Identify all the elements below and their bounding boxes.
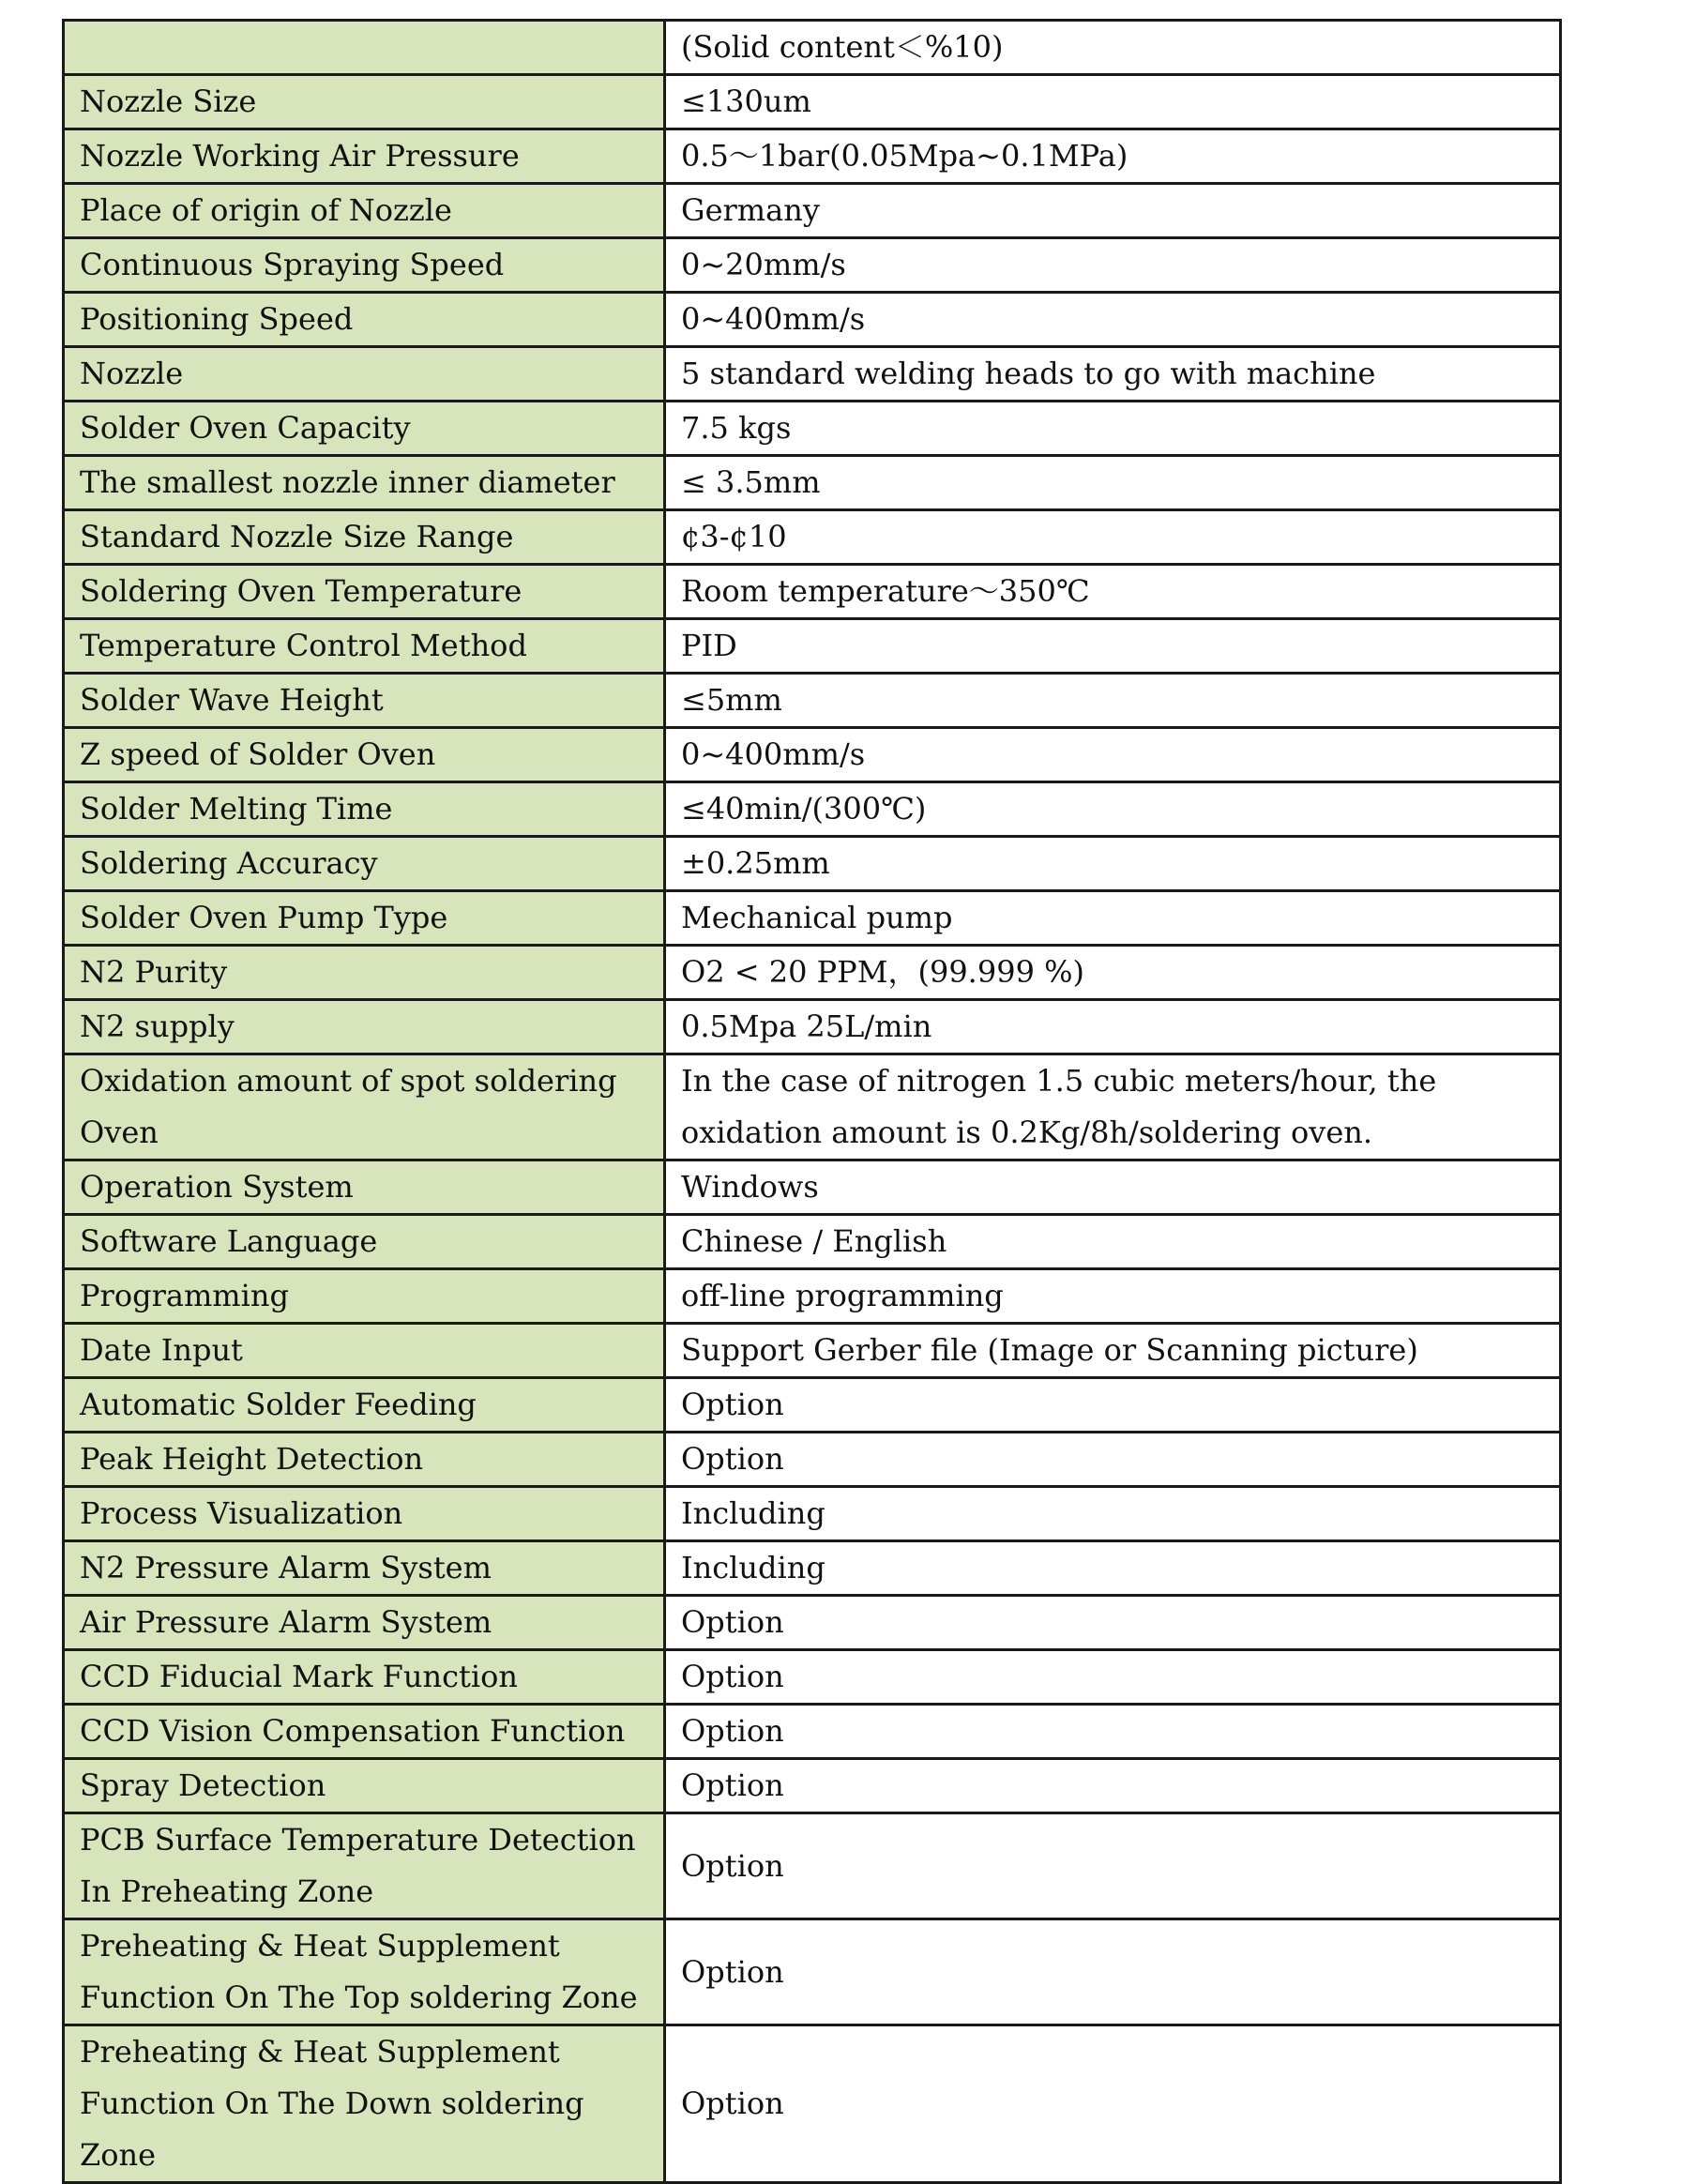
spec-value: ≤40min/(300℃)	[665, 782, 1561, 837]
table-row	[64, 674, 1561, 728]
spec-label: Spray Detection	[64, 1759, 665, 1813]
spec-value: Option	[665, 1705, 1561, 1759]
spec-value: 5 standard welding heads to go with machine	[665, 347, 1561, 402]
table-row	[64, 1813, 1561, 1919]
table-row	[64, 510, 1561, 565]
table-row	[64, 891, 1561, 946]
table-row	[64, 293, 1561, 347]
table-row	[64, 1000, 1561, 1054]
spec-value: Option	[665, 1433, 1561, 1487]
spec-label: Temperature Control Method	[64, 619, 665, 674]
spec-label: N2 Purity	[64, 946, 665, 1000]
spec-value: 0~20mm/s	[665, 238, 1561, 293]
spec-value: ≤ 3.5mm	[665, 456, 1561, 510]
spec-value: Option	[665, 1650, 1561, 1705]
spec-label: Solder Oven Pump Type	[64, 891, 665, 946]
table-row	[64, 1541, 1561, 1596]
spec-label: Standard Nozzle Size Range	[64, 510, 665, 565]
spec-label: Nozzle Size	[64, 75, 665, 129]
spec-value: 7.5 kgs	[665, 402, 1561, 456]
spec-label: Software Language	[64, 1215, 665, 1269]
spec-label: Preheating & Heat Supplement Function On The Top soldering Zone	[64, 1919, 665, 2025]
spec-label: Operation System	[64, 1160, 665, 1215]
table-row	[64, 565, 1561, 619]
table-row	[64, 837, 1561, 891]
spec-label: Preheating & Heat Supplement Function On The Down soldering Zone	[64, 2025, 665, 2183]
table-row	[64, 1919, 1561, 2025]
spec-value: (Solid content＜%10)	[665, 21, 1561, 75]
table-row	[64, 1433, 1561, 1487]
spec-value: Including	[665, 1487, 1561, 1541]
spec-value: 0~400mm/s	[665, 293, 1561, 347]
table-row	[64, 402, 1561, 456]
spec-label	[64, 21, 665, 75]
table-row	[64, 1054, 1561, 1160]
table-row	[64, 1160, 1561, 1215]
spec-value: Option	[665, 2025, 1561, 2183]
spec-value: Including	[665, 1541, 1561, 1596]
spec-value: Option	[665, 1919, 1561, 2025]
spec-value: Option	[665, 1596, 1561, 1650]
table-row	[64, 728, 1561, 782]
spec-label: Nozzle	[64, 347, 665, 402]
spec-label: Place of origin of Nozzle	[64, 184, 665, 238]
spec-label: CCD Vision Compensation Function	[64, 1705, 665, 1759]
spec-label: Continuous Spraying Speed	[64, 238, 665, 293]
spec-table-body	[64, 21, 1561, 2183]
spec-value: In the case of nitrogen 1.5 cubic meters/hour, the oxidation amount is 0.2Kg/8h/soldering oven.	[665, 1054, 1561, 1160]
spec-label: Solder Melting Time	[64, 782, 665, 837]
spec-label: The smallest nozzle inner diameter	[64, 456, 665, 510]
table-row	[64, 1759, 1561, 1813]
table-row	[64, 2025, 1561, 2183]
spec-label: N2 supply	[64, 1000, 665, 1054]
table-row	[64, 1487, 1561, 1541]
spec-label: Automatic Solder Feeding	[64, 1378, 665, 1433]
spec-value: Option	[665, 1813, 1561, 1919]
table-row	[64, 184, 1561, 238]
table-row	[64, 75, 1561, 129]
spec-label: Z speed of Solder Oven	[64, 728, 665, 782]
spec-label: Date Input	[64, 1324, 665, 1378]
spec-label: Solder Oven Capacity	[64, 402, 665, 456]
spec-value: O2 < 20 PPM，(99.999 %)	[665, 946, 1561, 1000]
table-row	[64, 1378, 1561, 1433]
spec-value: Mechanical pump	[665, 891, 1561, 946]
table-row	[64, 619, 1561, 674]
spec-label: Soldering Oven Temperature	[64, 565, 665, 619]
spec-label: Process Visualization	[64, 1487, 665, 1541]
spec-label: CCD Fiducial Mark Function	[64, 1650, 665, 1705]
spec-label: Air Pressure Alarm System	[64, 1596, 665, 1650]
table-row	[64, 1705, 1561, 1759]
spec-value: Windows	[665, 1160, 1561, 1215]
spec-value: ¢3-¢10	[665, 510, 1561, 565]
table-row	[64, 1650, 1561, 1705]
table-row	[64, 21, 1561, 75]
table-row	[64, 782, 1561, 837]
spec-value: Support Gerber file (Image or Scanning picture)	[665, 1324, 1561, 1378]
spec-label: Nozzle Working Air Pressure	[64, 129, 665, 184]
spec-value: Room temperature～350℃	[665, 565, 1561, 619]
spec-value: 0.5Mpa 25L/min	[665, 1000, 1561, 1054]
spec-table	[62, 19, 1562, 2184]
spec-value: off-line programming	[665, 1269, 1561, 1324]
spec-label: Soldering Accuracy	[64, 837, 665, 891]
spec-label: N2 Pressure Alarm System	[64, 1541, 665, 1596]
spec-value: Chinese / English	[665, 1215, 1561, 1269]
spec-value: Option	[665, 1378, 1561, 1433]
spec-label: Peak Height Detection	[64, 1433, 665, 1487]
spec-value: PID	[665, 619, 1561, 674]
spec-label: PCB Surface Temperature Detection In Preheating Zone	[64, 1813, 665, 1919]
spec-value: ≤5mm	[665, 674, 1561, 728]
spec-value: Germany	[665, 184, 1561, 238]
spec-label: Oxidation amount of spot soldering Oven	[64, 1054, 665, 1160]
spec-value: ≤130um	[665, 75, 1561, 129]
table-row	[64, 238, 1561, 293]
table-row	[64, 347, 1561, 402]
spec-label: Programming	[64, 1269, 665, 1324]
spec-label: Positioning Speed	[64, 293, 665, 347]
table-row	[64, 1596, 1561, 1650]
table-row	[64, 1324, 1561, 1378]
table-row	[64, 456, 1561, 510]
table-row	[64, 1269, 1561, 1324]
spec-value: 0~400mm/s	[665, 728, 1561, 782]
spec-label: Solder Wave Height	[64, 674, 665, 728]
table-row	[64, 946, 1561, 1000]
table-row	[64, 129, 1561, 184]
spec-value: ±0.25mm	[665, 837, 1561, 891]
spec-value: 0.5～1bar(0.05Mpa~0.1MPa)	[665, 129, 1561, 184]
table-row	[64, 1215, 1561, 1269]
spec-value: Option	[665, 1759, 1561, 1813]
